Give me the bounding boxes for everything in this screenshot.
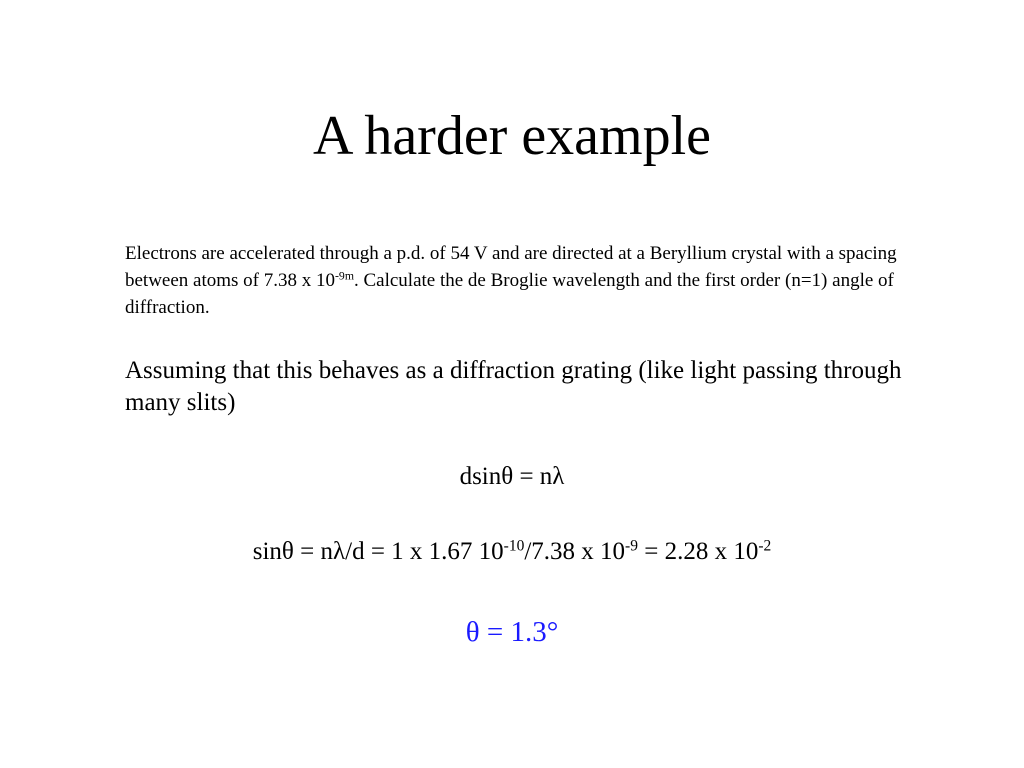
calc-part-3: = 2.28 x 10 — [637, 538, 759, 565]
problem-statement — [125, 240, 935, 321]
calc-part-1: sinθ = nλ/d = 1 x 1.67 10 — [252, 538, 504, 565]
calc-part-2: /7.38 x 10 — [524, 538, 626, 565]
assumption-text: Assuming that this behaves as a diffraction grating (like light passing through many slits) — [125, 357, 902, 416]
problem-text-1: Electrons are accelerated through a p.d. of 54 V and are directed at a Beryllium crystal with a spacing between atoms of 7.38 x 10 — [125, 243, 897, 291]
slide-title: A harder example — [312, 105, 712, 167]
calc-exponent-2: -9 — [625, 537, 638, 555]
angle-result: θ = 1.3° — [465, 616, 559, 648]
sine-calculation — [0, 534, 1024, 570]
grating-equation: dsinθ = nλ — [459, 463, 565, 490]
problem-text-2: . Calculate the de Broglie wavelength and the first order (n=1) angle of diffraction. — [125, 270, 894, 318]
calc-exponent-1: -10 — [503, 537, 525, 555]
calc-exponent-3: -2 — [758, 537, 772, 555]
problem-exponent: -9m — [335, 269, 354, 283]
